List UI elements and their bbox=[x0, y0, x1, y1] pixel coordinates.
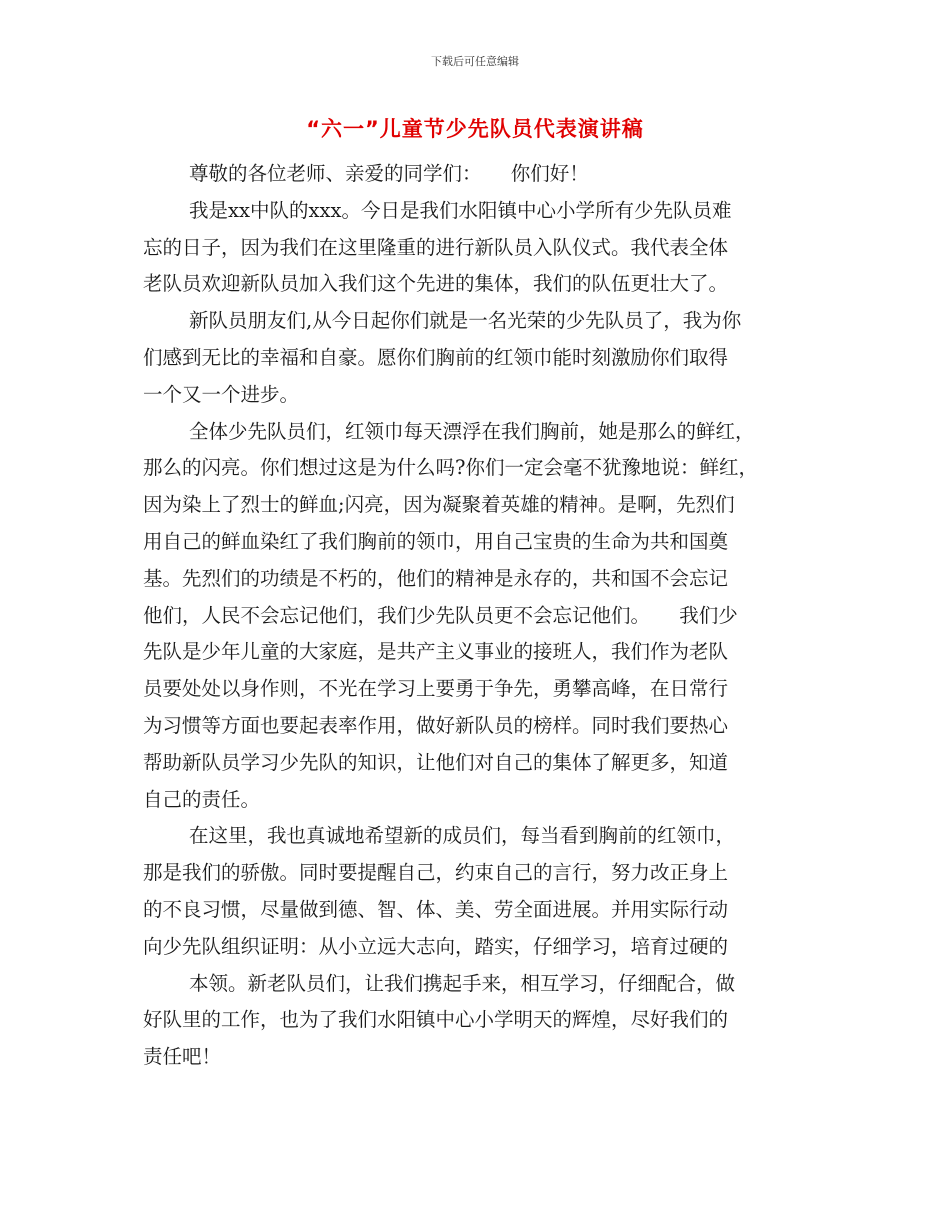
text-line: 责任吧！ bbox=[143, 1045, 222, 1069]
text-line: 因为染上了烈士的鲜血;闪亮，因为凝聚着英雄的精神。是啊，先烈们 bbox=[143, 493, 735, 517]
text-line: 们感到无比的幸福和自豪。愿你们胸前的红领巾能时刻激励你们取得 bbox=[143, 345, 729, 369]
text-line: 新队员朋友们,从今日起你们就是一名光荣的少先队员了，我为你 bbox=[189, 309, 742, 333]
text-line: 全体少先队员们，红领巾每天漂浮在我们胸前，她是那么的鲜红， bbox=[189, 419, 755, 443]
document-title: “六一”儿童节少先队员代表演讲稿 bbox=[306, 117, 644, 141]
text-line: 用自己的鲜血染红了我们胸前的领巾，用自己宝贵的生命为共和国奠 bbox=[143, 529, 729, 553]
header-note: 下载后可任意编辑 bbox=[431, 55, 519, 68]
text-line: 自己的责任。 bbox=[143, 787, 261, 811]
text-line: 那是我们的骄傲。同时要提醒自己，约束自己的言行，努力改正身上 bbox=[143, 861, 729, 885]
text-line: 尊敬的各位老师、亲爱的同学们： 你们好！ bbox=[189, 162, 589, 185]
text-line: 的不良习惯，尽量做到德、智、体、美、劳全面进展。并用实际行动 bbox=[143, 897, 729, 921]
text-line: 一个又一个进步。 bbox=[143, 382, 300, 406]
text-line: 为习惯等方面也要起表率作用，做好新队员的榜样。同时我们要热心 bbox=[143, 713, 729, 737]
text-line: 老队员欢迎新队员加入我们这个先进的集体，我们的队伍更壮大了。 bbox=[143, 272, 729, 296]
text-line: 员要处处以身作则，不光在学习上要勇于争先，勇攀高峰，在日常行 bbox=[143, 677, 729, 701]
text-line: 在这里，我也真诚地希望新的成员们，每当看到胸前的红领巾， bbox=[189, 824, 736, 848]
text-line: 他们，人民不会忘记他们，我们少先队员更不会忘记他们。 我们少 bbox=[143, 603, 738, 627]
text-line: 那么的闪亮。你们想过这是为什么吗?你们一定会毫不犹豫地说：鲜红， bbox=[143, 456, 758, 480]
text-line: 本领。新老队员们，让我们携起手来，相互学习，仔细配合，做 bbox=[189, 971, 736, 995]
text-line: 我是xx中队的xxx。今日是我们水阳镇中心小学所有少先队员难 bbox=[189, 198, 732, 222]
speech-body bbox=[143, 156, 808, 1076]
text-line: 帮助新队员学习少先队的知识，让他们对自己的集体了解更多，知道 bbox=[143, 750, 729, 774]
text-line: 好队里的工作，也为了我们水阳镇中心小学明天的辉煌，尽好我们的 bbox=[143, 1008, 729, 1032]
text-line: 基。先烈们的功绩是不朽的，他们的精神是永存的，共和国不会忘记 bbox=[143, 566, 729, 590]
text-line: 忘的日子，因为我们在这里隆重的进行新队员入队仪式。我代表全体 bbox=[143, 235, 729, 259]
text-line: 向少先队组织证明：从小立远大志向，踏实，仔细学习，培育过硬的 bbox=[143, 934, 729, 958]
text-line: 先队是少年儿童的大家庭，是共产主义事业的接班人，我们作为老队 bbox=[143, 640, 729, 664]
